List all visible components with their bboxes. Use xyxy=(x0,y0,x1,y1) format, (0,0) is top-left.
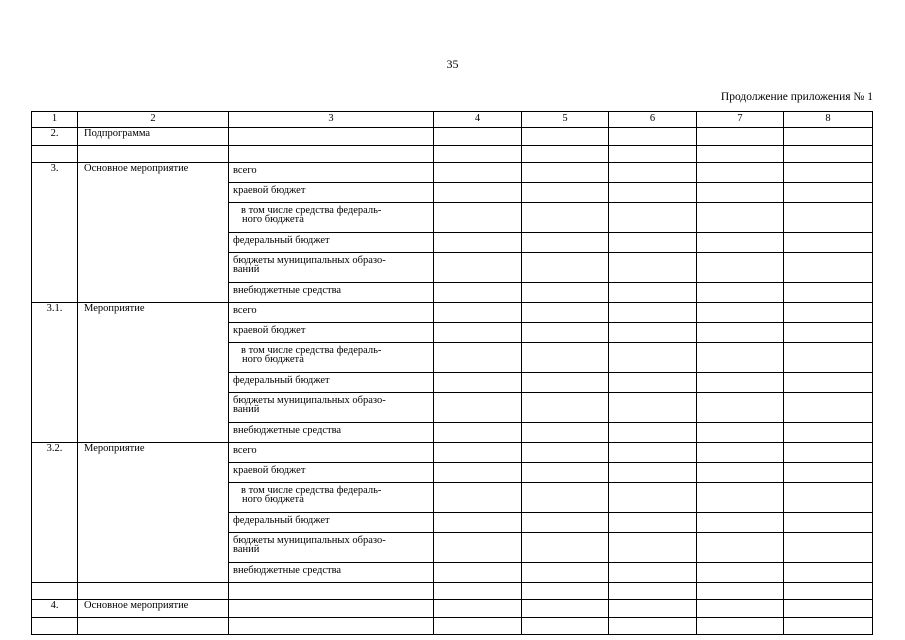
source-extrabudget: внебюджетные средства xyxy=(229,283,434,303)
source-regional: краевой бюджет xyxy=(229,183,434,203)
source-municipal: бюджеты муниципальных образо- ваний xyxy=(229,533,434,563)
source-federal-included: в том числе средства федераль- ного бюджета xyxy=(229,483,434,513)
header-cell: 6 xyxy=(609,112,697,128)
row-number: 2. xyxy=(32,128,78,146)
row-title: Основное мероприятие xyxy=(78,163,229,303)
header-row xyxy=(32,112,873,128)
header-cell: 5 xyxy=(522,112,609,128)
row-number: 3.1. xyxy=(32,303,78,443)
source-total: всего xyxy=(229,443,434,463)
table-row xyxy=(32,163,873,183)
row-number: 3. xyxy=(32,163,78,303)
table-row xyxy=(32,600,873,618)
header-cell: 3 xyxy=(229,112,434,128)
row-title: Мероприятие xyxy=(78,443,229,583)
source-municipal: бюджеты муниципальных образо- ваний xyxy=(229,393,434,423)
header-cell: 8 xyxy=(784,112,873,128)
row-title: Подпрограмма xyxy=(78,128,229,146)
table-row xyxy=(32,128,873,146)
table-row xyxy=(32,146,873,163)
source-total: всего xyxy=(229,163,434,183)
source-municipal: бюджеты муниципальных образо- ваний xyxy=(229,253,434,283)
source-extrabudget: внебюджетные средства xyxy=(229,423,434,443)
row-number: 4. xyxy=(32,600,78,618)
header-cell: 2 xyxy=(78,112,229,128)
source-total: всего xyxy=(229,303,434,323)
source-federal: федеральный бюджет xyxy=(229,233,434,253)
table-row xyxy=(32,443,873,463)
row-number: 3.2. xyxy=(32,443,78,583)
header-cell: 4 xyxy=(434,112,522,128)
budget-table xyxy=(31,111,873,635)
table-row xyxy=(32,303,873,323)
source-regional: краевой бюджет xyxy=(229,323,434,343)
row-title: Основное мероприятие xyxy=(78,600,229,618)
appendix-continuation-caption: Продолжение приложения № 1 xyxy=(720,91,873,103)
row-title: Мероприятие xyxy=(78,303,229,443)
source-regional: краевой бюджет xyxy=(229,463,434,483)
source-federal: федеральный бюджет xyxy=(229,513,434,533)
table-row xyxy=(32,618,873,635)
page-number: 35 xyxy=(446,57,459,71)
source-federal: федеральный бюджет xyxy=(229,373,434,393)
table-row xyxy=(32,583,873,600)
header-cell: 7 xyxy=(697,112,784,128)
source-federal-included: в том числе средства федераль- ного бюджета xyxy=(229,343,434,373)
source-federal-included: в том числе средства федераль- ного бюджета xyxy=(229,203,434,233)
header-cell: 1 xyxy=(32,112,78,128)
source-extrabudget: внебюджетные средства xyxy=(229,563,434,583)
